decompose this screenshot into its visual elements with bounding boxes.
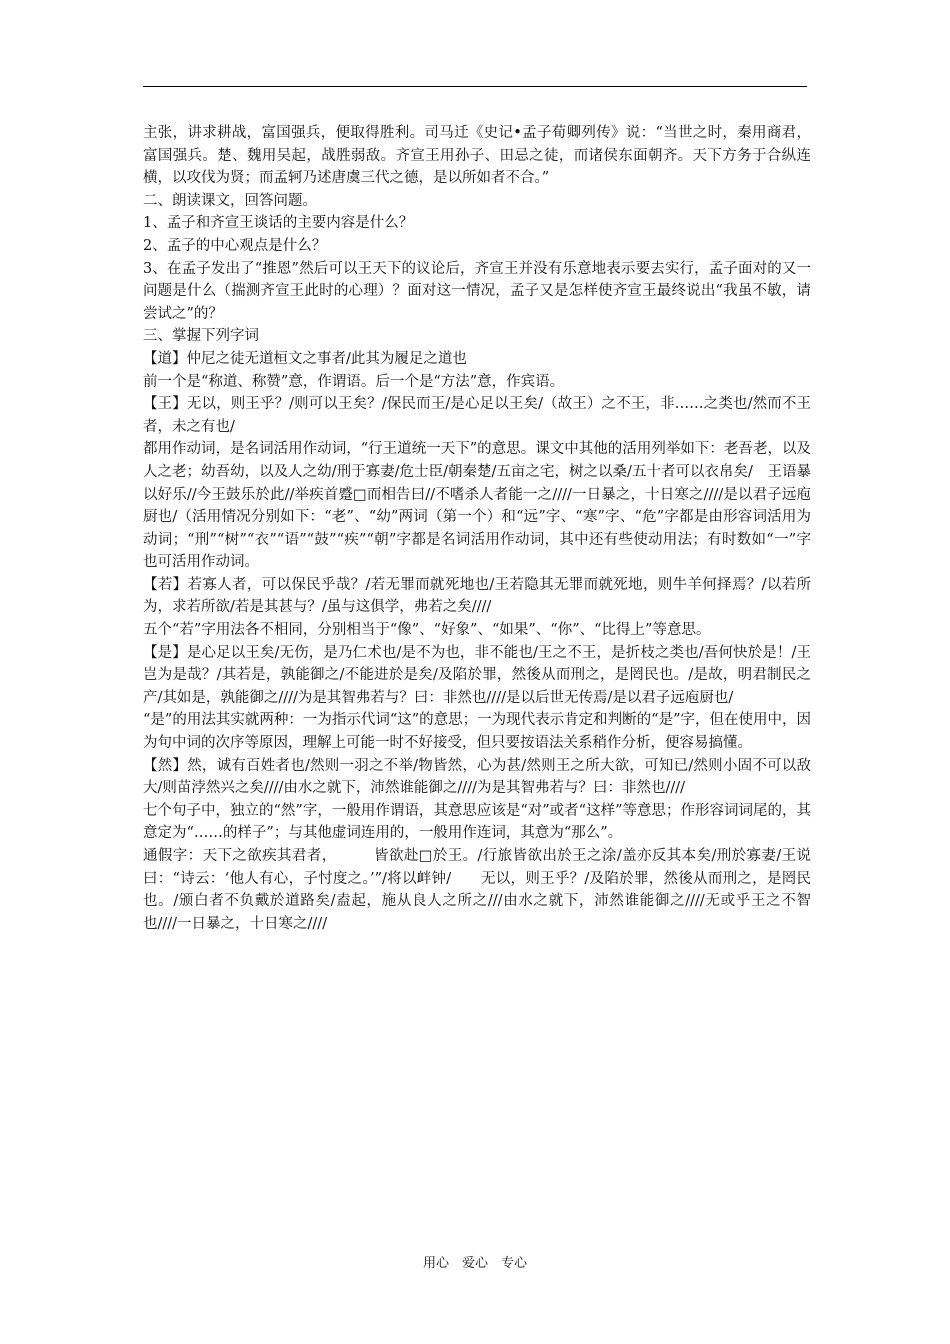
explain-ruo: 五个“若”字用法各不相同，分别相当于“像”、“好象”、“如果”、“你”、“比得上”等意思。 xyxy=(143,622,711,639)
question-2: 2、孟子的中心观点是什么？ xyxy=(143,237,327,254)
entry-dao: 【道】仲尼之徒无道桓文之事者/此其为履足之道也 xyxy=(143,350,467,367)
section-heading-2: 二、朗读课文，回答问题。 xyxy=(143,192,317,209)
explain-dao: 前一个是“称道、称赞”意，作谓语。后一个是“方法”意，作宾语。 xyxy=(143,373,565,390)
explain-ran: 七个句子中，独立的“然”字，一般用作谓语，其意思应该是“对”或者“这样”等意思；作形容词词尾的，其意定为“……的样子”；与其他虚词连用的，一般用作连词，其意为“那么”。 xyxy=(143,802,811,842)
explain-shi: “是”的用法其实就两种：一为指示代词“这”的意思；一为现代表示肯定和判断的“是”字，但在使用中，因为句中词的次序等原因，理解上可能一时不好接受，但只要按语法关系稍作分析，便容易搞懂。 xyxy=(143,712,811,752)
page-footer: 用心 爱心 专心 xyxy=(422,1256,527,1271)
question-3: 3、在孟子发出了“推恩”然后可以王天下的议论后，齐宣王并没有乐意地表示要去实行，孟子面对的又一问题是什么（揣测齐宣王此时的心理）？面对这一情况，孟子又是怎样使齐宣王最终说出“我虽不敏，请尝试之”的？ xyxy=(143,260,811,322)
explain-wang: 都用作动词，是名词活用作动词，“行王道统一天下”的意思。课文中其他的活用列举如下：老吾老，以及人之老；幼吾幼，以及人之幼/刑于寡妻/危士臣/朝秦楚/五亩之宅，树之以桑/五十者可以衣帛矣/ 王语暴以好乐//今王鼓乐於此//举疾首蹙□而相告曰//不嗜杀人者能一之////一日暴之，十日寒之////是以君子远庖厨也/（活用情况分别如下：“老”、“幼”两词（第一个）和“远”字、“寒”字、“危”字都是由形容词活用为动词；“刑”“树”“衣”“语”“鼓”“疾”“朝”字都是名词活用作动词，其中还有些使动用法；有时数如“一”字也可活用作动词。 xyxy=(143,441,811,571)
header-rule xyxy=(143,86,807,87)
section-heading-3: 三、掌握下列字词 xyxy=(143,328,259,345)
entry-shi: 【是】是心足以王矣/无伤，是乃仁术也/是不为也，非不能也/王之不王，是折枝之类也/吾何快於是！/王岂为是哉？/其若是，孰能御之/不能进於是矣/及陷於罪，然後从而刑之，是罔民也。/是故，明君制民之产/其如是，孰能御之////为是其智弗若与？曰：非然也////是以后世无传焉/是以君子远庖厨也/ xyxy=(143,644,811,706)
tongjia-zi: 通假字：天下之欲疾其君者， 皆欲赴□於王。/行旅皆欲出於王之涂/盖亦反其本矣/刑於寡妻/王说曰：“诗云：‘他人有心，子忖度之。’”/将以衅钟/ 无以，则王乎？/及陷於罪，然後从而刑之，是罔民也。/颁白者不负戴於道路矣/盍起，施从良人之所之///由水之就下，沛然谁能御之////无或乎王之不智也////一日暴之，十日寒之//// xyxy=(143,848,811,932)
entry-ruo: 【若】若寡人者，可以保民乎哉？/若无罪而就死地也/王若隐其无罪而就死地，则牛羊何择焉？/以若所为，求若所欲/若是其甚与？/虽与这俱学，弗若之矣//// xyxy=(143,576,811,616)
entry-ran: 【然】然，诚有百姓者也/然则一羽之不举/物皆然，心为甚/然则王之所大欲，可知已/然则小固不可以敌大/则苗浡然兴之矣////由水之就下，沛然谁能御之////为是其智弗若与？曰：非然也//// xyxy=(143,757,811,797)
question-1: 1、孟子和齐宣王谈话的主要内容是什么？ xyxy=(143,215,414,232)
entry-wang: 【王】无以，则王乎？/则可以王矣？/保民而王/是心足以王矣/（故王）之不王，非……之类也/然而不王者，未之有也/ xyxy=(143,396,811,435)
document-body xyxy=(143,122,811,935)
paragraph-intro: 主张，讲求耕战，富国强兵，便取得胜利。司马迁《史记•孟子荀卿列传》说：“当世之时，秦用商君，富国强兵。楚、魏用吴起，战胜弱敌。齐宣王用孙子、田忌之徒，而诸侯东面朝齐。天下方务于合纵连横，以攻伐为贤；而孟轲乃述唐虞三代之德，是以所如者不合。” xyxy=(143,125,811,187)
